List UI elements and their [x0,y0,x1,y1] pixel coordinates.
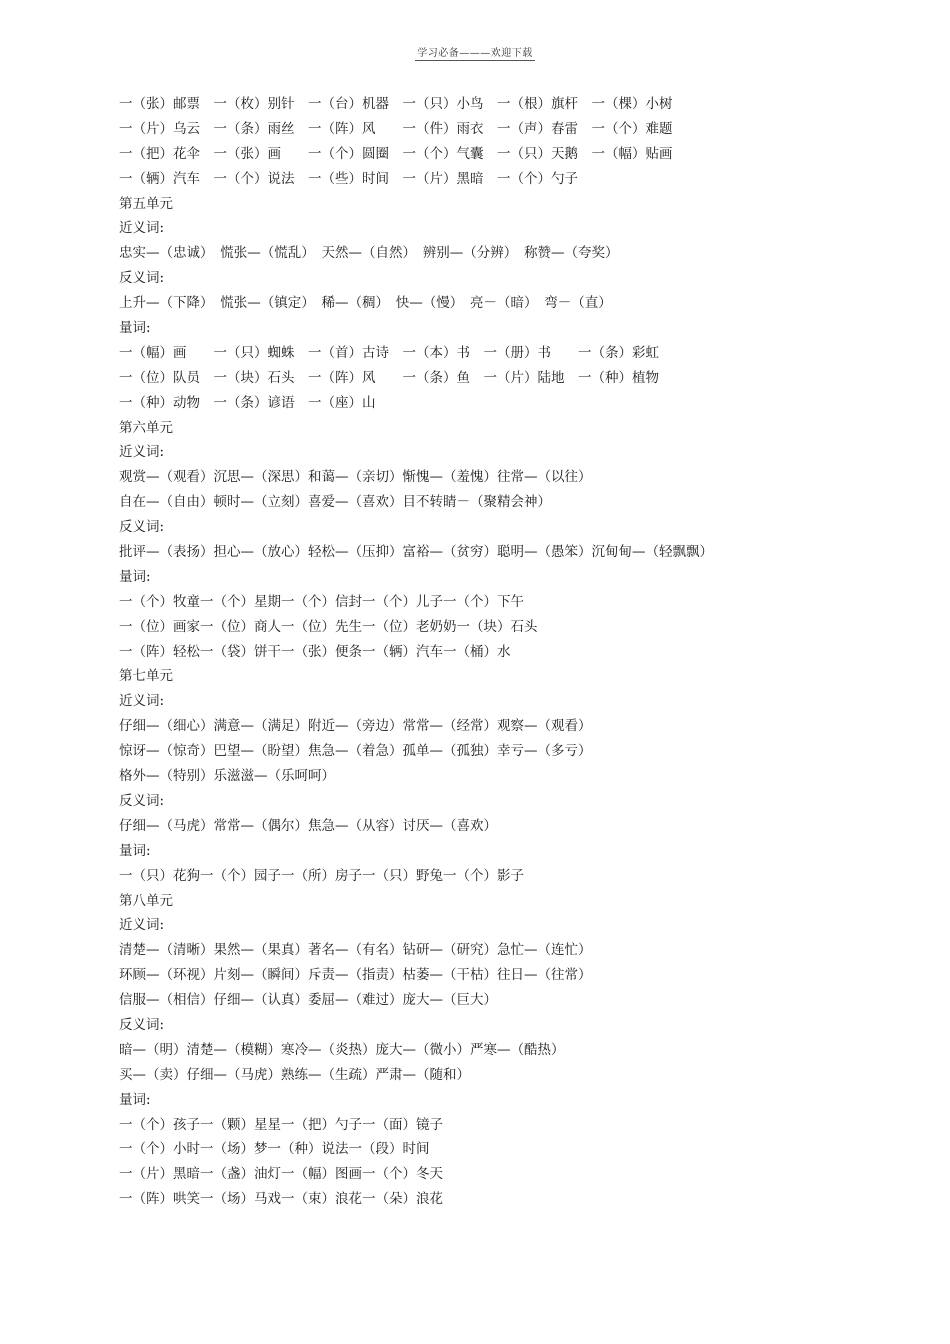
text-line: 一（只）花狗一（个）园子一（所）房子一（只）野兔一（个）影子 [119,867,524,884]
text-line: 一（片）乌云 一（条）雨丝 一（阵）风 一（件）雨衣 一（声）春雷 一（个）难题 [119,120,673,137]
section-heading: 第六单元 [119,419,173,436]
subsection-label: 近义词: [119,917,165,934]
text-line: 一（位）画家一（位）商人一（位）先生一（位）老奶奶一（块）石头 [119,618,538,635]
text-line: 暗—（明）清楚—（模糊）寒冷—（炎热）庞大—（微小）严寒—（酷热） [119,1041,565,1058]
subsection-label: 近义词: [119,220,165,237]
text-line: 上升—（下降） 慌张—（镇定） 稀—（稠） 快—（慢） 亮－（暗） 弯－（直） [119,295,612,312]
text-line: 信服—（相信）仔细—（认真）委屈—（难过）庞大—（巨大） [119,992,497,1009]
text-line: 仔细—（细心）满意—（满足）附近—（旁边）常常—（经常）观察—（观看） [119,718,592,735]
page-header [0,44,950,59]
subsection-label: 反义词: [119,792,165,809]
header-text: 学习必备———欢迎下载 [417,48,533,59]
subsection-label: 近义词: [119,444,165,461]
text-line: 一（个）孩子一（颗）星星一（把）勺子一（面）镜子 [119,1116,443,1133]
text-line: 惊讶—（惊奇）巴望—（盼望）焦急—（着急）孤单—（孤独）幸亏—（多亏） [119,743,592,760]
text-line: 一（个）小时一（场）梦一（种）说法一（段）时间 [119,1141,430,1158]
text-line: 一（位）队员 一（块）石头 一（阵）风 一（条）鱼 一（片）陆地 一（种）植物 [119,369,659,386]
text-line: 自在—（自由）顿时—（立刻）喜爱—（喜欢）目不转睛－（聚精会神） [119,494,551,511]
subsection-label: 量词: [119,842,151,859]
text-line: 一（辆）汽车 一（个）说法 一（些）时间 一（片）黑暗 一（个）勺子 [119,170,578,187]
text-line: 一（片）黑暗一（盏）油灯一（幅）图画一（个）冬天 [119,1166,443,1183]
text-line: 一（种）动物 一（条）谚语 一（座）山 [119,394,376,411]
subsection-label: 反义词: [119,270,165,287]
subsection-label: 量词: [119,320,151,337]
section-heading: 第八单元 [119,892,173,909]
subsection-label: 反义词: [119,519,165,536]
text-line: 格外—（特别）乐滋滋—（乐呵呵） [119,768,335,785]
section-heading: 第七单元 [119,668,173,685]
text-line: 买—（卖）仔细—（马虎）熟练—（生疏）严肃—（随和） [119,1066,470,1083]
subsection-label: 反义词: [119,1016,165,1033]
text-line: 环顾—（环视）片刻—（瞬间）斥责—（指责）枯萎—（干枯）往日—（往常） [119,967,592,984]
text-line: 一（把）花伞 一（张）画 一（个）圆圈 一（个）气囊 一（只）天鹅 一（幅）贴画 [119,145,673,162]
text-line: 一（幅）画 一（只）蜘蛛 一（首）古诗 一（本）书 一（册）书 一（条）彩虹 [119,344,659,361]
subsection-label: 量词: [119,1091,151,1108]
text-line: 仔细—（马虎）常常—（偶尔）焦急—（从容）讨厌—（喜欢） [119,817,497,834]
text-line: 一（个）牧童一（个）星期一（个）信封一（个）儿子一（个）下午 [119,593,524,610]
document-body [119,92,839,1212]
text-line: 观赏—（观看）沉思—（深思）和蔼—（亲切）惭愧—（羞愧）往常—（以往） [119,469,592,486]
text-line: 一（阵）哄笑一（场）马戏一（束）浪花一（朵）浪花 [119,1191,443,1208]
text-line: 一（张）邮票 一（枚）别针 一（台）机器 一（只）小鸟 一（根）旗杆 一（棵）小树 [119,96,673,112]
subsection-label: 量词: [119,568,151,585]
text-line: 清楚—（清晰）果然—（果真）著名—（有名）钻研—（研究）急忙—（连忙） [119,942,592,959]
subsection-label: 近义词: [119,693,165,710]
text-line: 一（阵）轻松一（袋）饼干一（张）便条一（辆）汽车一（桶）水 [119,643,511,660]
text-line: 批评—（表扬）担心—（放心）轻松—（压抑）富裕—（贫穷）聪明—（愚笨）沉甸甸—（轻飘飘） [119,544,713,561]
section-heading: 第五单元 [119,195,173,212]
text-line: 忠实—（忠诚） 慌张—（慌乱） 天然—（自然） 辨别—（分辨） 称赞—（夸奖） [119,245,619,262]
